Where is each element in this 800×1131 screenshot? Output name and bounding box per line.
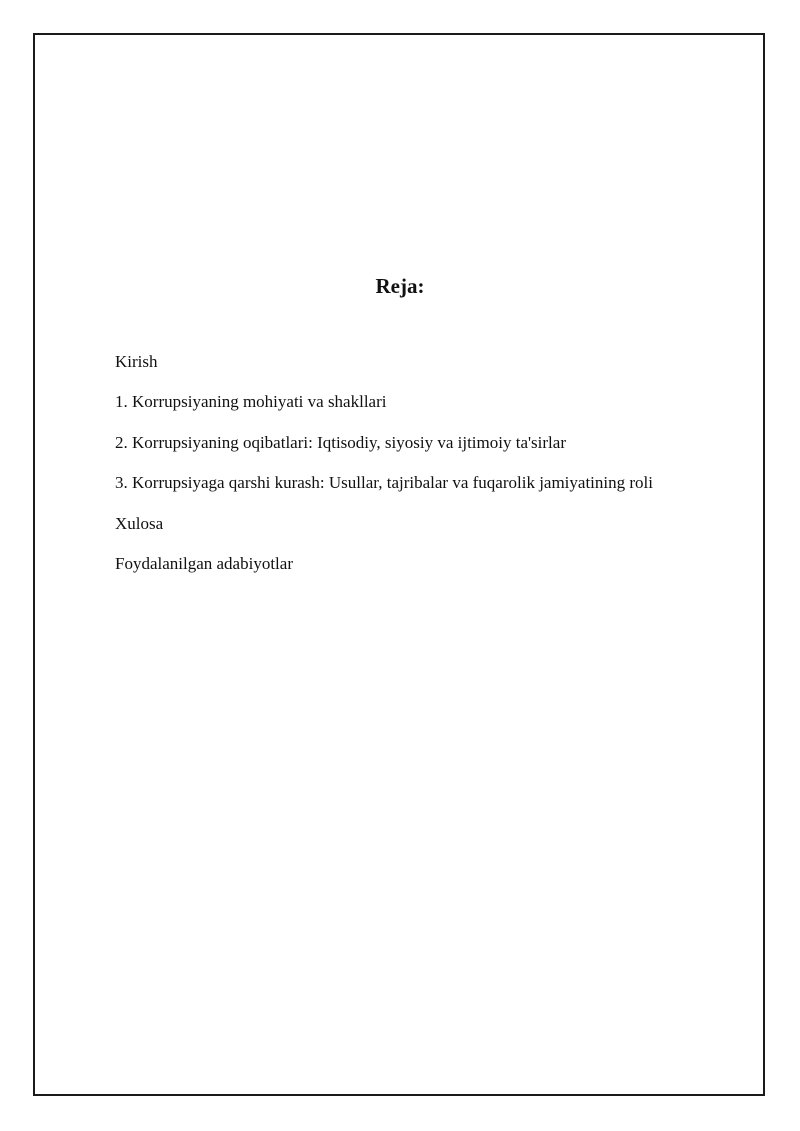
plan-item-references: Foydalanilgan adabiyotlar [115,553,293,573]
plan-title: Reja: [375,274,425,298]
plan-item-section-1: 1. Korrupsiyaning mohiyati va shakllari [115,392,387,412]
plan-item-section-3: 3. Korrupsiyaga qarshi kurash: Usullar, tajribalar va fuqarolik jamiyatining roli [115,473,653,493]
plan-list [115,351,755,593]
plan-item-conclusion: Xulosa [115,513,164,533]
plan-item-introduction: Kirish [115,352,158,371]
plan-item-section-2: 2. Korrupsiyaning oqibatlari: Iqtisodiy, siyosiy va ijtimoiy ta'sirlar [115,432,566,452]
